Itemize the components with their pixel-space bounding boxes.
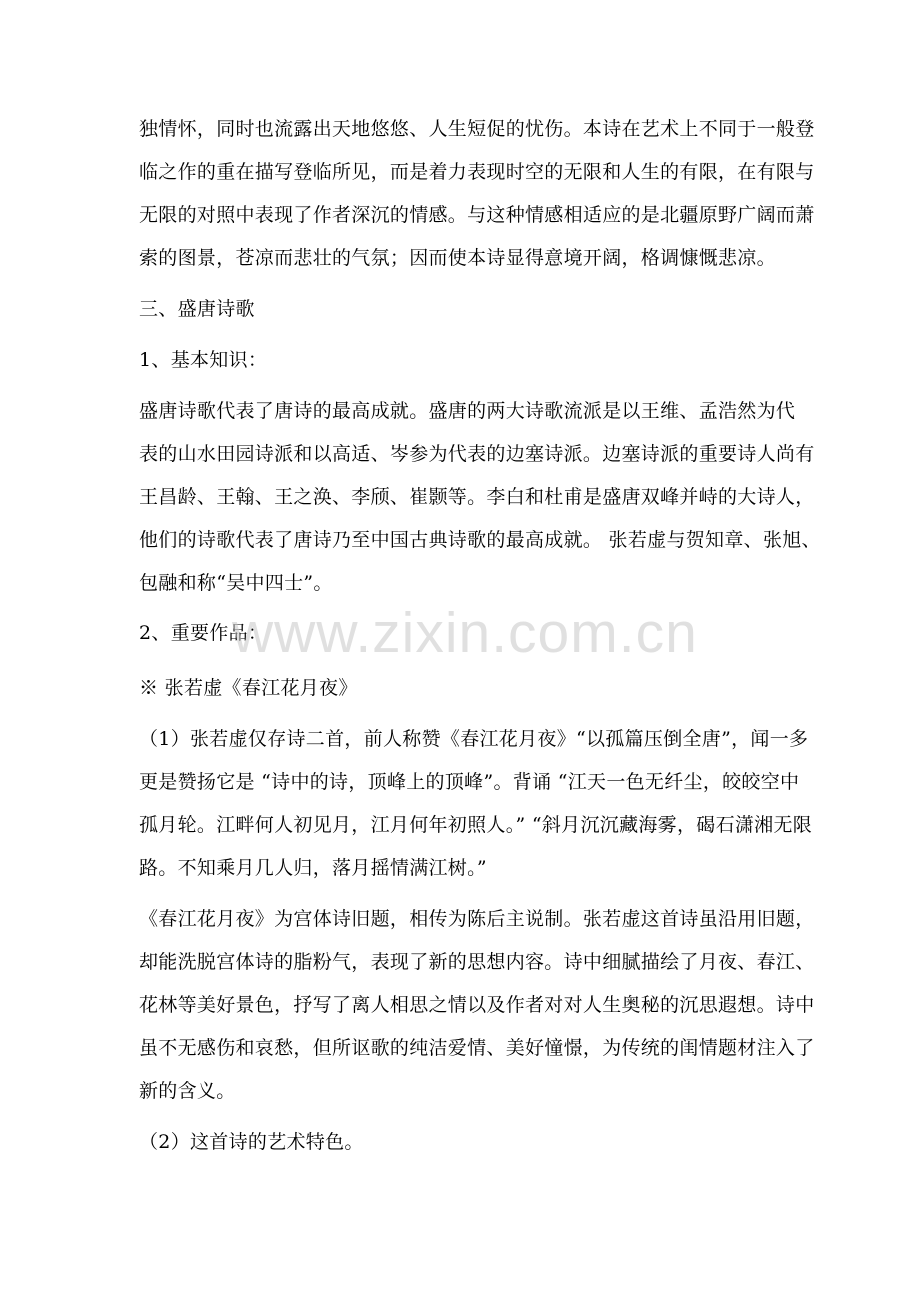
paragraph-line: 索的图景，苍凉而悲壮的气氛；因而使本诗显得意境开阔，格调慷慨悲凉。 bbox=[139, 247, 776, 269]
paragraph-line: 花林等美好景色，抒写了离人相思之情以及作者对对人生奥秘的沉思遐想。诗中 bbox=[139, 994, 815, 1016]
work-title: ※ 张若虚《春江花月夜》 bbox=[139, 677, 358, 699]
paragraph-line: 盛唐诗歌代表了唐诗的最高成就。盛唐的两大诗歌流派是以王维、孟浩然为代 bbox=[139, 400, 796, 422]
watermark: www.zixin.com.cn bbox=[232, 601, 698, 665]
paragraph-line: 孤月轮。江畔何人初见月，江月何年初照人。” “斜月沉沉藏海雾，碣石潇湘无限 bbox=[139, 814, 813, 836]
paragraph-line: 包融和称“吴中四士”。 bbox=[139, 572, 333, 594]
paragraph-line: 更是赞扬它是 “诗中的诗，顶峰上的顶峰”。背诵 “江天一色无纤尘，皎皎空中 bbox=[139, 771, 800, 793]
paragraph-line: 王昌龄、王翰、王之涣、李颀、崔颢等。李白和杜甫是盛唐双峰并峙的大诗人， bbox=[139, 486, 815, 508]
subsection-heading: 1、基本知识： bbox=[139, 349, 268, 371]
subsection-heading: 2、重要作品： bbox=[139, 622, 268, 644]
section-heading: 三、盛唐诗歌 bbox=[139, 298, 255, 320]
paragraph-line: 临之作的重在描写登临所见，而是着力表现时空的无限和人生的有限，在有限与 bbox=[139, 161, 815, 183]
paragraph-line: （2）这首诗的艺术特色。 bbox=[139, 1131, 364, 1153]
paragraph-line: 《春江花月夜》为宫体诗旧题，相传为陈后主说制。张若虚这首诗虽沿用旧题， bbox=[139, 908, 815, 930]
paragraph-line: 他们的诗歌代表了唐诗乃至中国古典诗歌的最高成就。 张若虚与贺知章、张旭、 bbox=[139, 529, 821, 551]
paragraph-line: 无限的对照中表现了作者深沉的情感。与这种情感相适应的是北疆原野广阔而萧 bbox=[139, 204, 815, 226]
paragraph-line: （1）张若虚仅存诗二首，前人称赞《春江花月夜》“以孤篇压倒全唐”，闻一多 bbox=[139, 728, 809, 750]
paragraph-line: 虽不无感伤和哀愁，但所讴歌的纯洁爱情、美好憧憬，为传统的闺情题材注入了 bbox=[139, 1037, 815, 1059]
paragraph-line: 路。不知乘月几人归，落月摇情满江树。” bbox=[139, 857, 487, 879]
paragraph-line: 表的山水田园诗派和以高适、岑参为代表的边塞诗派。边塞诗派的重要诗人尚有 bbox=[139, 443, 815, 465]
paragraph-line: 独情怀，同时也流露出天地悠悠、人生短促的忧伤。本诗在艺术上不同于一般登 bbox=[139, 118, 815, 140]
paragraph-line: 新的含义。 bbox=[139, 1080, 236, 1102]
paragraph-line: 却能洗脱宫体诗的脂粉气，表现了新的思想内容。诗中细腻描绘了月夜、春江、 bbox=[139, 951, 815, 973]
